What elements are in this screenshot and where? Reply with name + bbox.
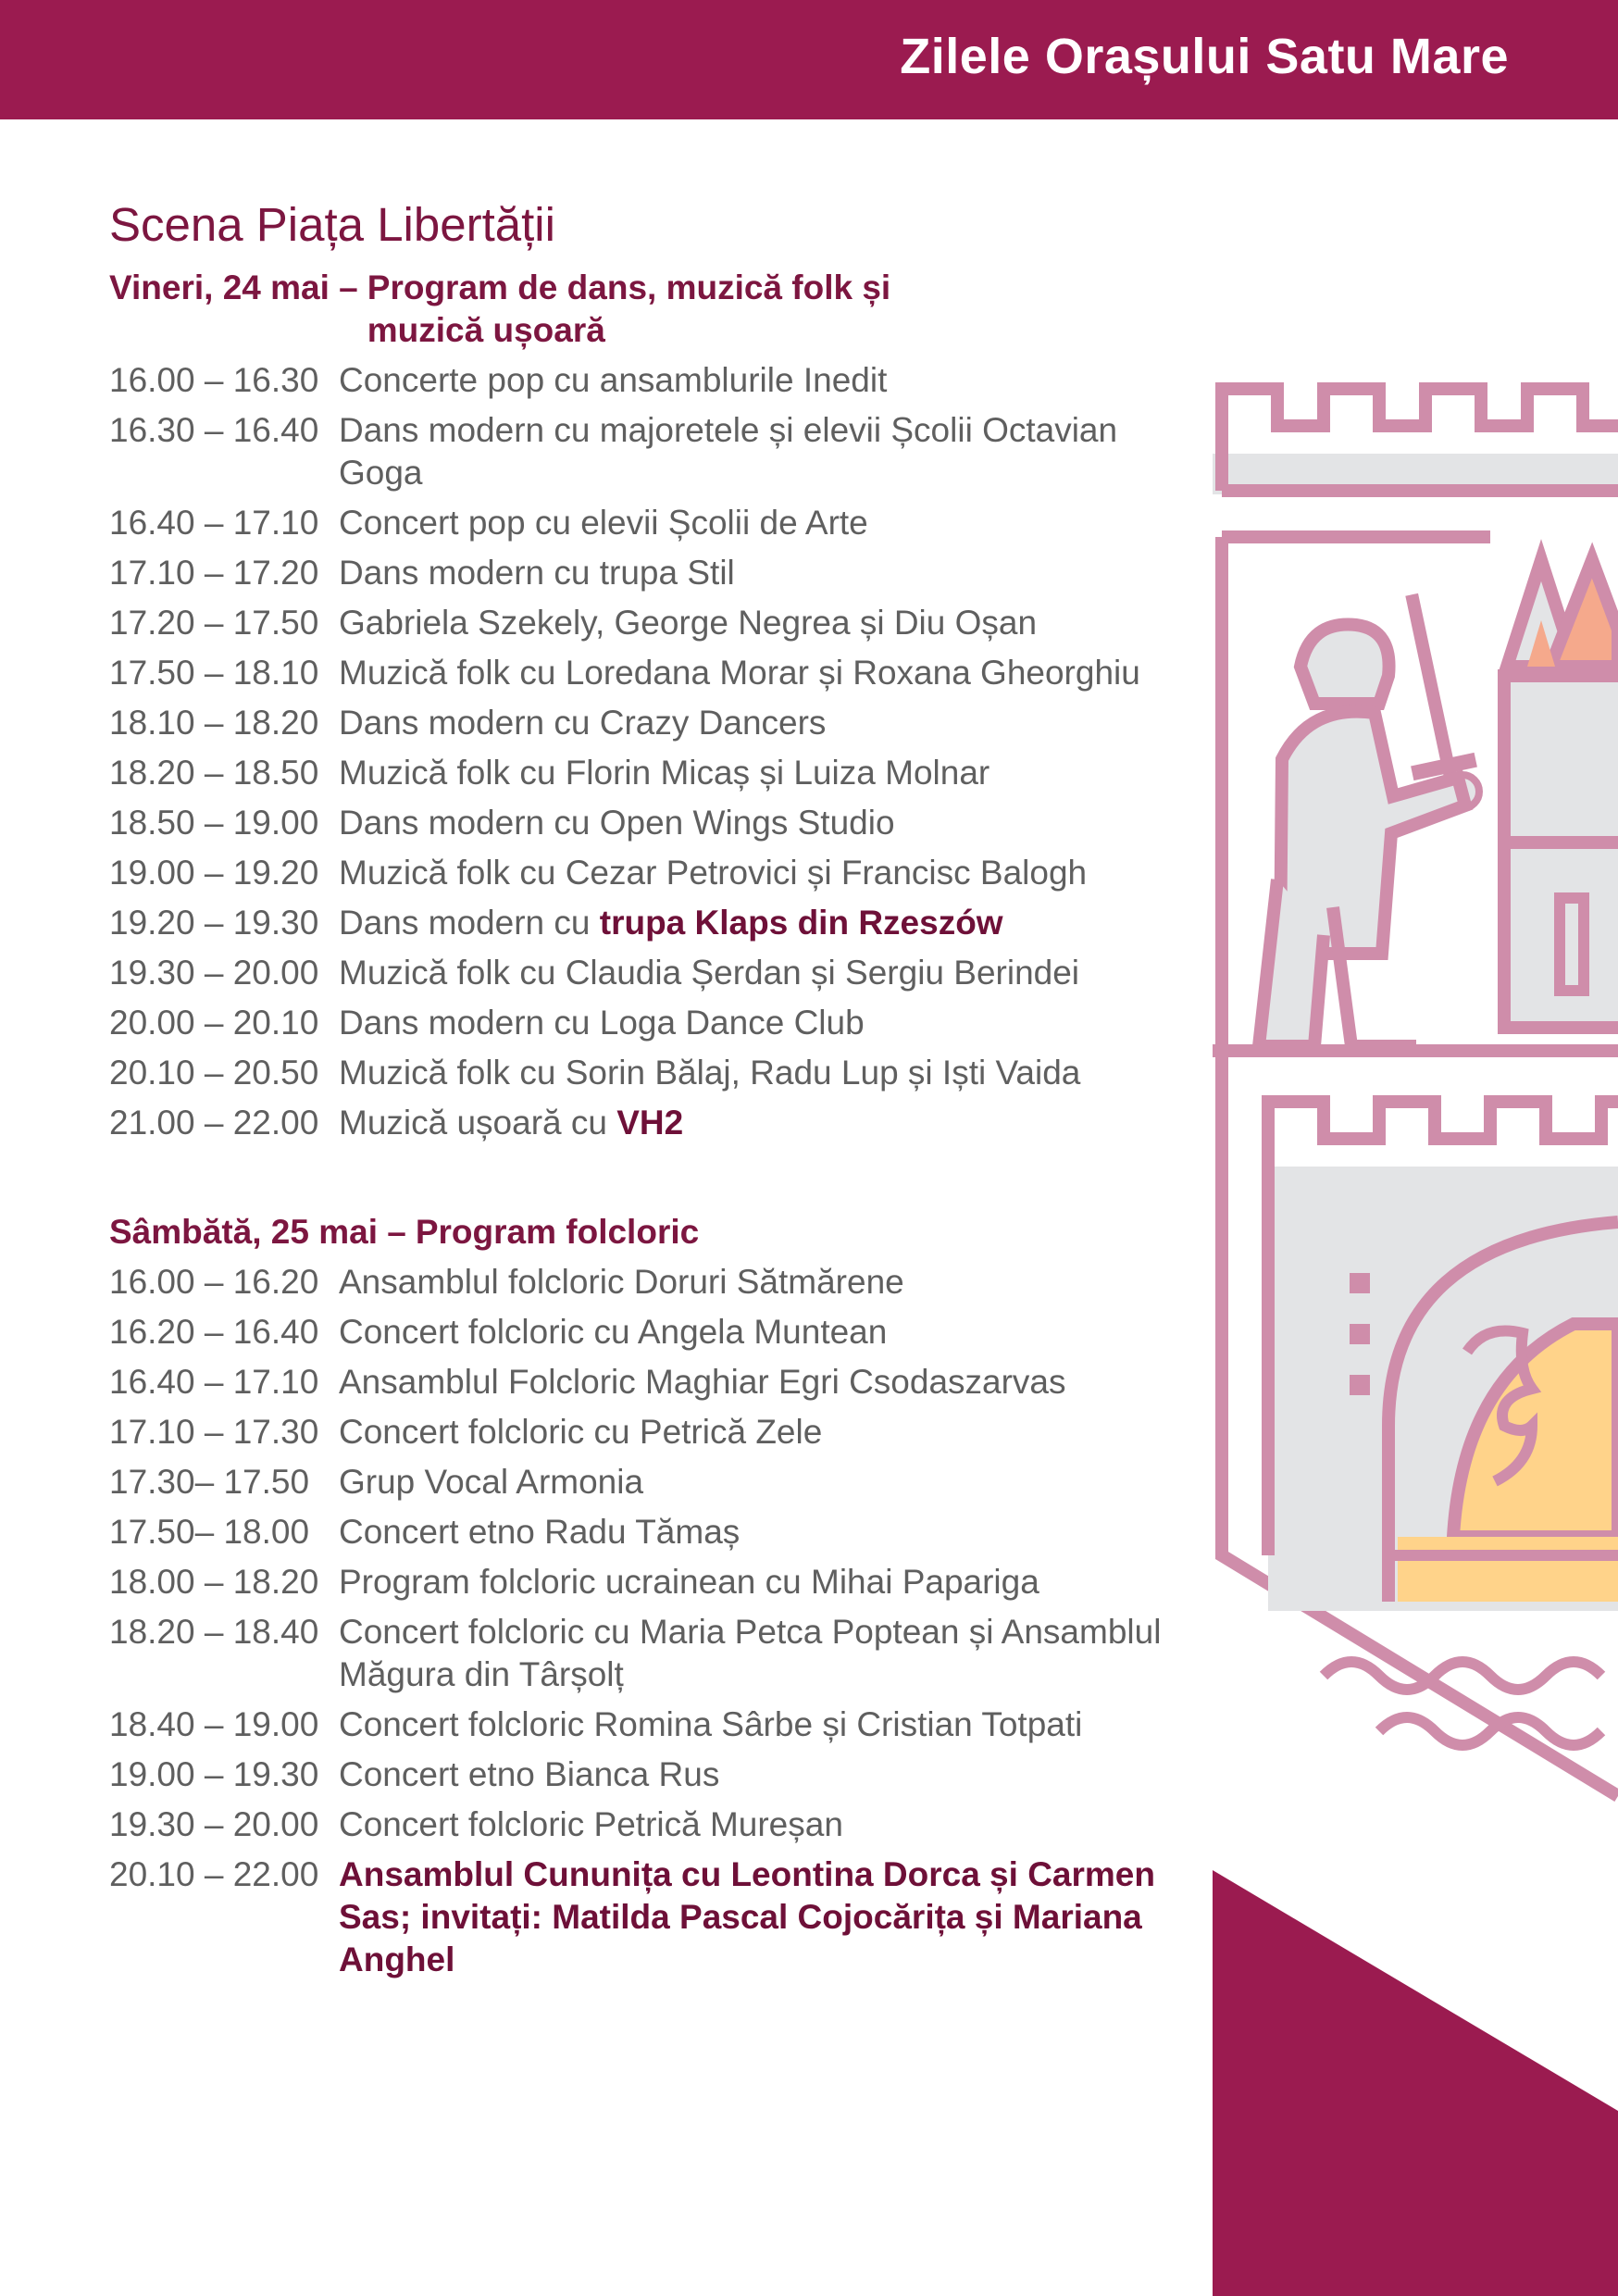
program-label: Program folcloric (415, 1213, 700, 1251)
event-description (339, 1261, 1201, 1304)
event-text: Concert folcloric cu Maria Petca Poptean și Ansamblul Măgura din Târșolț (339, 1613, 1162, 1693)
event-time: 18.40 – 19.00 (109, 1705, 319, 1743)
event-description (339, 409, 1201, 494)
event-time: 19.00 – 19.30 (109, 1755, 319, 1793)
event-row (109, 952, 1201, 994)
event-text: Grup Vocal Armonia (339, 1463, 644, 1501)
event-row (109, 1703, 1201, 1746)
event-text: Concert etno Bianca Rus (339, 1755, 720, 1793)
event-text: Concert etno Radu Tămaș (339, 1513, 741, 1551)
event-description (339, 652, 1201, 694)
event-description (339, 1361, 1201, 1404)
event-row (109, 602, 1201, 644)
event-row (109, 1261, 1201, 1304)
header-bar (0, 0, 1618, 119)
event-description (339, 1411, 1201, 1454)
event-text: Dans modern cu (339, 904, 600, 942)
event-row (109, 1052, 1201, 1094)
event-time: 21.00 – 22.00 (109, 1104, 319, 1142)
event-time: 19.30 – 20.00 (109, 1805, 319, 1843)
event-description (339, 1052, 1201, 1094)
event-text: Muzică folk cu Cezar Petrovici și Francisc Balogh (339, 854, 1088, 892)
event-list (109, 1261, 1201, 1981)
event-time: 17.50 – 18.10 (109, 654, 319, 692)
event-row (109, 1511, 1201, 1554)
event-row (109, 1361, 1201, 1404)
day-label: Sâmbătă, 25 mai – (109, 1213, 406, 1251)
event-description (339, 602, 1201, 644)
program-label: Program de dans, muzică folk și muzică ușoară (367, 268, 891, 349)
event-row (109, 752, 1201, 794)
event-text: Concert folcloric Romina Sârbe și Cristian Totpati (339, 1705, 1083, 1743)
event-description (339, 1102, 1201, 1144)
event-description (339, 1511, 1201, 1554)
event-time: 16.00 – 16.20 (109, 1263, 319, 1301)
event-highlight: trupa Klaps din Rzeszów (599, 904, 1003, 942)
event-row (109, 1411, 1201, 1454)
event-text: Gabriela Szekely, George Negrea și Diu Oșan (339, 604, 1038, 642)
event-row (109, 502, 1201, 544)
event-description (339, 502, 1201, 544)
event-highlight: Ansamblul Cununița cu Leontina Dorca și Carmen Sas; invitați: Matilda Pascal Cojocărița și Mariana Anghel (339, 1855, 1155, 1978)
event-time: 18.50 – 19.00 (109, 804, 319, 842)
event-description (339, 1753, 1201, 1796)
event-description (339, 1561, 1201, 1603)
event-row (109, 1311, 1201, 1354)
day-heading (109, 1211, 1201, 1254)
event-row (109, 1803, 1201, 1846)
event-text: Dans modern cu Open Wings Studio (339, 804, 895, 842)
event-row (109, 1611, 1201, 1696)
event-highlight: VH2 (616, 1104, 684, 1142)
event-text: Muzică folk cu Claudia Șerdan și Sergiu Berindei (339, 954, 1080, 992)
event-time: 17.10 – 17.30 (109, 1413, 319, 1451)
day-heading (109, 267, 1201, 352)
event-description (339, 1002, 1201, 1044)
event-time: 18.10 – 18.20 (109, 704, 319, 742)
event-time: 16.30 – 16.40 (109, 411, 319, 449)
event-row (109, 1102, 1201, 1144)
event-description (339, 359, 1201, 402)
event-text: Concert pop cu elevii Școlii de Arte (339, 504, 868, 542)
city-coat-of-arms-icon (1213, 352, 1618, 2296)
event-row (109, 802, 1201, 844)
event-description (339, 852, 1201, 894)
event-row (109, 702, 1201, 744)
event-description (339, 902, 1201, 944)
event-description (339, 1611, 1201, 1696)
event-time: 17.30– 17.50 (109, 1463, 310, 1501)
event-text: Ansamblul folcloric Doruri Sătmărene (339, 1263, 904, 1301)
day-label: Vineri, 24 mai – (109, 268, 358, 306)
event-row (109, 1561, 1201, 1603)
event-text: Muzică folk cu Florin Micaș și Luiza Molnar (339, 754, 990, 792)
event-text: Concerte pop cu ansamblurile Inedit (339, 361, 888, 399)
event-text: Dans modern cu Loga Dance Club (339, 1004, 865, 1042)
event-time: 19.00 – 19.20 (109, 854, 319, 892)
event-description (339, 552, 1201, 594)
event-row (109, 359, 1201, 402)
event-text: Program folcloric ucrainean cu Mihai Papariga (339, 1563, 1039, 1601)
event-description (339, 952, 1201, 994)
day-section-saturday (109, 1211, 1201, 1981)
event-text: Muzică folk cu Loredana Morar și Roxana Gheorghiu (339, 654, 1140, 692)
event-time: 16.00 – 16.30 (109, 361, 319, 399)
event-text: Dans modern cu Crazy Dancers (339, 704, 827, 742)
event-description (339, 1703, 1201, 1746)
event-time: 18.20 – 18.40 (109, 1613, 319, 1651)
event-time: 18.00 – 18.20 (109, 1563, 319, 1601)
schedule (109, 196, 1201, 1989)
event-row (109, 552, 1201, 594)
event-time: 19.20 – 19.30 (109, 904, 319, 942)
event-description (339, 1311, 1201, 1354)
event-time: 16.20 – 16.40 (109, 1313, 319, 1351)
event-description (339, 702, 1201, 744)
event-description (339, 1461, 1201, 1504)
event-text: Ansamblul Folcloric Maghiar Egri Csodaszarvas (339, 1363, 1066, 1401)
event-list (109, 359, 1201, 1144)
event-time: 18.20 – 18.50 (109, 754, 319, 792)
event-row (109, 1753, 1201, 1796)
event-description (339, 802, 1201, 844)
event-text: Muzică folk cu Sorin Bălaj, Radu Lup și Iști Vaida (339, 1054, 1081, 1092)
event-time: 20.00 – 20.10 (109, 1004, 319, 1042)
event-row (109, 652, 1201, 694)
event-text: Concert folcloric cu Petrică Zele (339, 1413, 823, 1451)
event-description (339, 1803, 1201, 1846)
event-text: Concert folcloric Petrică Mureșan (339, 1805, 843, 1843)
event-text: Muzică ușoară cu (339, 1104, 617, 1142)
event-text: Dans modern cu trupa Stil (339, 554, 735, 592)
stage-title: Scena Piața Libertății (109, 198, 555, 251)
event-text: Concert folcloric cu Angela Muntean (339, 1313, 888, 1351)
event-row (109, 902, 1201, 944)
event-time: 17.20 – 17.50 (109, 604, 319, 642)
event-time: 19.30 – 20.00 (109, 954, 319, 992)
event-row (109, 1461, 1201, 1504)
event-description (339, 1853, 1201, 1981)
event-text: Dans modern cu majoretele și elevii Școlii Octavian Goga (339, 411, 1118, 492)
page-title: Zilele Orașului Satu Mare (900, 29, 1509, 84)
event-description (339, 752, 1201, 794)
event-row (109, 409, 1201, 494)
day-section-friday (109, 267, 1201, 1144)
event-time: 17.10 – 17.20 (109, 554, 319, 592)
event-time: 17.50– 18.00 (109, 1513, 310, 1551)
event-time: 16.40 – 17.10 (109, 1363, 319, 1401)
event-time: 20.10 – 22.00 (109, 1855, 319, 1893)
event-row (109, 1853, 1201, 1981)
event-time: 20.10 – 20.50 (109, 1054, 319, 1092)
event-time: 16.40 – 17.10 (109, 504, 319, 542)
event-row (109, 852, 1201, 894)
event-row (109, 1002, 1201, 1044)
